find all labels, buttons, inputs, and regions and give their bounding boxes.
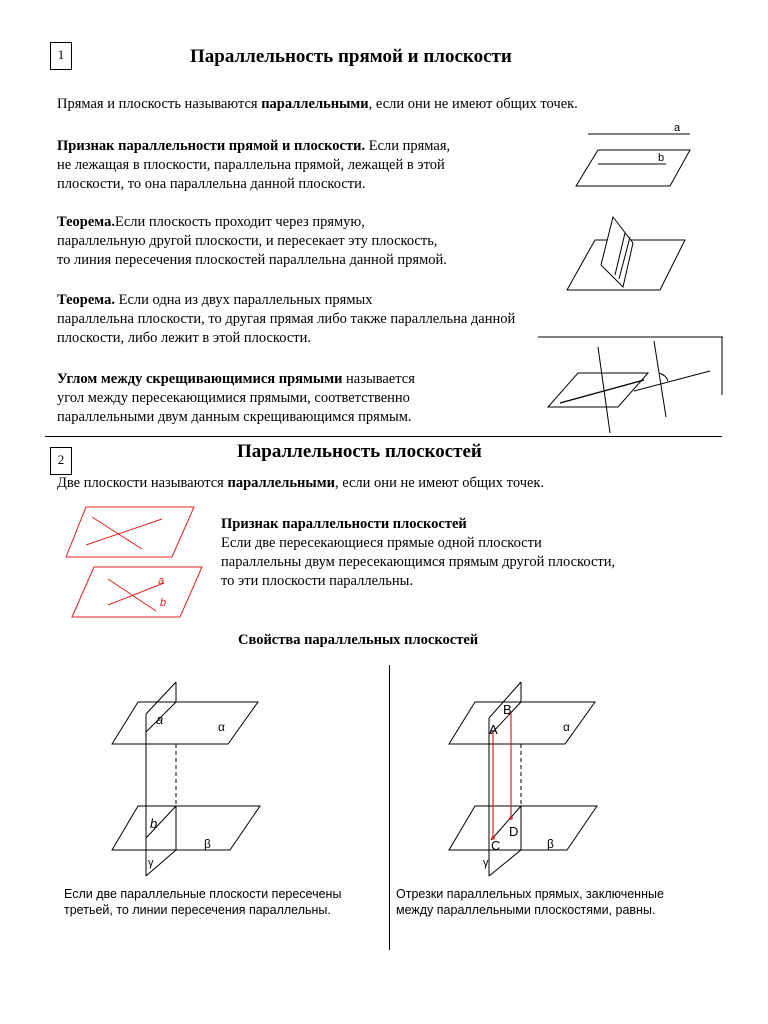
figure-parallel-planes-red bbox=[64, 505, 214, 620]
cutting-plane bbox=[601, 217, 633, 287]
lower-line-2 bbox=[108, 583, 164, 605]
plane-alpha-right bbox=[449, 702, 595, 744]
theorem1-line3: то линия пересечения плоскостей параллельна данной прямой. bbox=[57, 252, 447, 268]
theorem1-line2: параллельную другой плоскости, и пересекает эту плоскость, bbox=[57, 233, 438, 249]
label-alpha-left: α bbox=[218, 720, 225, 734]
criterion-planes-line1: Если две пересекающиеся прямые одной плоскости bbox=[221, 535, 542, 551]
figure-two-planes-third bbox=[108, 680, 268, 880]
angle-line1: называется bbox=[342, 371, 415, 387]
criterion-line1: Если прямая, bbox=[365, 138, 451, 154]
gamma-top-edge bbox=[146, 682, 176, 714]
criterion-bold: Признак параллельности прямой и плоскости. bbox=[57, 138, 366, 154]
definition-pre: Прямая и плоскость называются bbox=[57, 96, 262, 112]
label-line-a: a bbox=[156, 712, 164, 727]
red-label-b: b bbox=[160, 597, 167, 609]
theorem1-bold: Теорема. bbox=[57, 214, 115, 230]
figure-skew-lines bbox=[538, 335, 723, 435]
left-caption-line1: Если две параллельные плоскости пересечены bbox=[64, 887, 342, 901]
column-divider bbox=[389, 665, 390, 950]
right-caption-line2: между параллельными плоскостями, равны. bbox=[396, 903, 656, 917]
theorem1-line1: Если плоскость проходит через прямую, bbox=[114, 214, 365, 230]
criterion-line3: плоскости, то она параллельна данной плоскости. bbox=[57, 176, 366, 192]
label-alpha-right: α bbox=[563, 720, 570, 734]
label-C: C bbox=[491, 838, 501, 853]
definition-parallel-planes bbox=[57, 474, 544, 493]
upper-line-2 bbox=[86, 519, 162, 545]
definition-line-parallel-line-plane bbox=[57, 95, 578, 114]
criterion-line-plane-block bbox=[57, 137, 450, 194]
right-caption bbox=[396, 886, 664, 918]
theorem2-line3: плоскости, либо лежит в этой плоскости. bbox=[57, 330, 311, 346]
plane-parallelogram bbox=[576, 150, 690, 186]
definition-bold: параллельными bbox=[261, 96, 369, 112]
left-caption bbox=[64, 886, 341, 918]
figure-equal-segments bbox=[445, 680, 615, 880]
properties-title: Свойства параллельных плоскостей bbox=[238, 632, 479, 648]
angle-definition-block bbox=[57, 370, 415, 427]
label-a: a bbox=[674, 122, 681, 134]
lower-plane bbox=[72, 567, 202, 617]
label-b: b bbox=[658, 152, 665, 164]
angle-line3: параллельными двум данным скрещивающимся прямым. bbox=[57, 409, 412, 425]
point-D bbox=[509, 816, 513, 820]
angle-line2: угол между пересекающимися прямыми, соответственно bbox=[57, 390, 410, 406]
upper-line-1 bbox=[92, 517, 142, 549]
plane-beta bbox=[112, 806, 260, 850]
label-gamma-right: γ bbox=[483, 857, 489, 869]
plane-alpha bbox=[112, 702, 258, 744]
parallel-line bbox=[634, 371, 710, 391]
figure-plane-through-line bbox=[565, 215, 690, 295]
gamma-bottom-edge-right bbox=[489, 850, 521, 876]
label-B: B bbox=[503, 702, 512, 717]
theorem2-line1: Если одна из двух параллельных прямых bbox=[114, 292, 373, 308]
section-number-2: 2 bbox=[50, 447, 72, 475]
left-caption-line2: третьей, то линии пересечения параллельны. bbox=[64, 903, 331, 917]
label-gamma-left: γ bbox=[148, 857, 154, 869]
theorem2-block bbox=[57, 291, 515, 348]
criterion-line2: не лежащая в плоскости, параллельна прямой, лежащей в этой bbox=[57, 157, 445, 173]
label-A: A bbox=[489, 722, 498, 737]
vertical-line bbox=[654, 341, 666, 417]
label-beta-right: β bbox=[547, 837, 554, 851]
figure-line-parallel-plane bbox=[570, 120, 700, 190]
theorem2-bold: Теорема. bbox=[57, 292, 115, 308]
section-title-1: Параллельность прямой и плоскости bbox=[190, 46, 512, 67]
plane-beta-right bbox=[449, 806, 597, 850]
label-line-b: b bbox=[150, 816, 158, 831]
right-caption-line1: Отрезки параллельных прямых, заключенные bbox=[396, 887, 664, 901]
definition2-pre: Две плоскости называются bbox=[57, 475, 228, 491]
lower-line-1 bbox=[108, 579, 156, 611]
section-divider bbox=[45, 436, 722, 437]
upper-plane bbox=[66, 507, 194, 557]
label-beta-left: β bbox=[204, 837, 211, 851]
label-D: D bbox=[509, 824, 519, 839]
criterion-planes-title: Признак параллельности плоскостей bbox=[221, 516, 467, 532]
red-label-a: a bbox=[158, 575, 165, 587]
definition2-post: , если они не имеют общих точек. bbox=[334, 475, 545, 491]
section-number-1: 1 bbox=[50, 42, 72, 70]
criterion-planes-line3: то эти плоскости параллельны. bbox=[221, 573, 413, 589]
definition2-bold: параллельными bbox=[227, 475, 335, 491]
criterion-planes-line2: параллельны двум пересекающимся прямым другой плоскости, bbox=[221, 554, 616, 570]
angle-bold: Углом между скрещивающимися прямыми bbox=[57, 371, 343, 387]
criterion-planes-block bbox=[221, 515, 615, 591]
section-title-2: Параллельность плоскостей bbox=[237, 441, 482, 462]
theorem2-line2: параллельна плоскости, то другая прямая либо также параллельна данной bbox=[57, 311, 516, 327]
definition-post: , если они не имеют общих точек. bbox=[368, 96, 578, 112]
theorem1-block bbox=[57, 213, 447, 270]
